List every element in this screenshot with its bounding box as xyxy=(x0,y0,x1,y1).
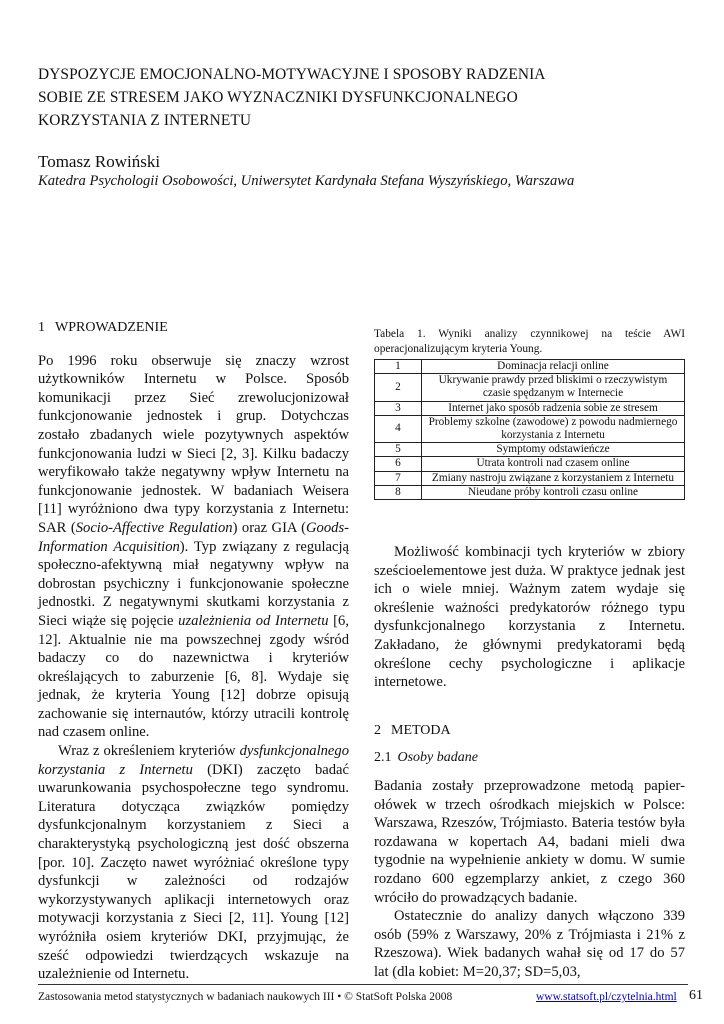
table-row: 8 Nieudane próby kontroli czasu online xyxy=(375,485,685,499)
table-row: 2 Ukrywanie prawdy przed bliskimi o rzeczywistym czasie spędzanym w Internecie xyxy=(375,374,685,401)
subsection-2-1-heading: 2.1 Osoby badane xyxy=(374,750,478,766)
footer-divider xyxy=(38,984,688,985)
intro-paragraph-3: Możliwość kombinacji tych kryteriów w zbiory sześcioelementowe jest duża. W praktyce jednak jest ich o wiele mniej. Ważnym zatem wydaje się określenie ważności predykatorów różnego typu dysfunkcjonalnego korzystania z Internetu. Zakładano, że głównymi predykatorami będą określone cechy psychologiczne i aplikacje internetowe. xyxy=(374,544,685,691)
table-1-caption: Tabela 1. Wyniki analizy czynnikowej na teście AWI operacjonalizującym kryteria Young. xyxy=(374,328,685,355)
footer-link[interactable]: www.statsoft.pl/czytelnia.html xyxy=(536,991,677,1003)
table-row: 1 Dominacja relacji online xyxy=(375,360,685,374)
page-number: 61 xyxy=(689,988,703,1003)
method-paragraph-2: Ostatecznie do analizy danych włączono 339 osób (59% z Warszawy, 20% z Trójmiasta i 21% z Rzeszowa). Wiek badanych wahał się od 17 do 57 lat (dla kobiet: M=20,37; SD=5,03, xyxy=(374,908,685,980)
section-2-heading: 2 METODA xyxy=(374,722,451,738)
method-paragraph-1: Badania zostały przeprowadzone metodą papier-ołówek w trzech ośrodkach miejskich w Polsce: Warszawa, Rzeszów, Trójmiasto. Bateria testów była rozdawana w kopertach A4, badani mieli dwa tygodnie na wypełnienie ankiety w domu. W sumie rozdano 600 egzemplarzy ankiet, z czego 360 wróciło do prowadzących badanie. xyxy=(374,777,685,906)
table-row: 5 Symptomy odstawieńcze xyxy=(375,443,685,457)
paper-title xyxy=(38,63,688,132)
footer-text: Zastosowania metod statystycznych w badaniach naukowych III • © StatSoft Polska 2008 xyxy=(38,991,453,1003)
section-1-heading: 1 WPROWADZENIE xyxy=(38,320,168,335)
title-line-1: DYSPOZYCJE EMOCJONALNO-MOTYWACYJNE I SPOSOBY RADZENIA xyxy=(38,66,546,83)
title-line-3: KORZYSTANIA Z INTERNETU xyxy=(38,112,252,129)
table-row: 4 Problemy szkolne (zawodowe) z powodu nadmiernego korzystania z Internetu xyxy=(375,415,685,442)
right-column xyxy=(374,543,685,981)
table-row: 6 Utrata kontroli nad czasem online xyxy=(375,457,685,471)
table-row: 7 Zmiany nastroju związane z korzystaniem z Internetu xyxy=(375,471,685,485)
intro-paragraph-2: Wraz z określeniem kryteriów dysfunkcjonalnego korzystania z Internetu (DKI) zaczęto badać uwarunkowania psychospołeczne tego syndromu. Literatura dotycząca związków pomiędzy dysfunkcjonalnym korzystaniem z Sieci a charakterystyką psychologiczną jest dość obszerna [por. 10]. Zaczęto nawet wyróżniać określone typy dysfunkcji w zależności od rodzajów wykorzystywanych aplikacji internetowych oraz motywacji korzystania z Sieci [2, 11]. Young [12] wyróżniła osiem kryteriów DKI, przyjmując, że sześć odpowiedzi twierdzących wskazuje na uzależnienie od Internetu. xyxy=(38,743,349,983)
title-line-2: SOBIE ZE STRESEM JAKO WYZNACZNIKI DYSFUNKCJONALNEGO xyxy=(38,89,518,106)
author-name: Tomasz Rowiński xyxy=(38,152,161,171)
table-row: 3 Internet jako sposób radzenia sobie ze stresem xyxy=(375,401,685,415)
left-column xyxy=(38,319,349,984)
author-affiliation: Katedra Psychologii Osobowości, Uniwersytet Kardynała Stefana Wyszyńskiego, Warszawa xyxy=(38,173,575,189)
intro-paragraph-1: Po 1996 roku obserwuje się znaczy wzrost użytkowników Internetu w Polsce. Sposób komunikacji przez Sieć zrewolucjonizował funkcjonowanie jednostek i grup. Dotychczas zostało zbadanych wiele pozytywnych aspektów funkcjonowania ludzi w Sieci [2, 3]. Kilku badaczy weryfikowało także negatywny wpływ Internetu na funkcjonowanie jednostek. W badaniach Weisera [11] wyróżniono dwa typy korzystania z Internetu: SAR (Socio-Affective Regulation) oraz GIA (Goods-Information Acquisition). Typ związany z regulacją społeczno-afektywną miał negatywny wpływ na dobrostan psychiczny i funkcjonowanie społeczne jednostki. Z negatywnymi skutkami korzystania z Sieci wiąże się pojęcie uzależnienia od Internetu [6, 12]. Aktualnie nie ma powszechnej zgody wśród badaczy co do nazewnictwa i kryteriów określających to zaburzenie [6, 8]. Wydaje się jednak, że kryteria Young [12] dobrze opisują zachowanie się internautów, którzy utracili kontrolę nad czasem online. xyxy=(38,352,349,741)
table-1 xyxy=(374,359,685,500)
